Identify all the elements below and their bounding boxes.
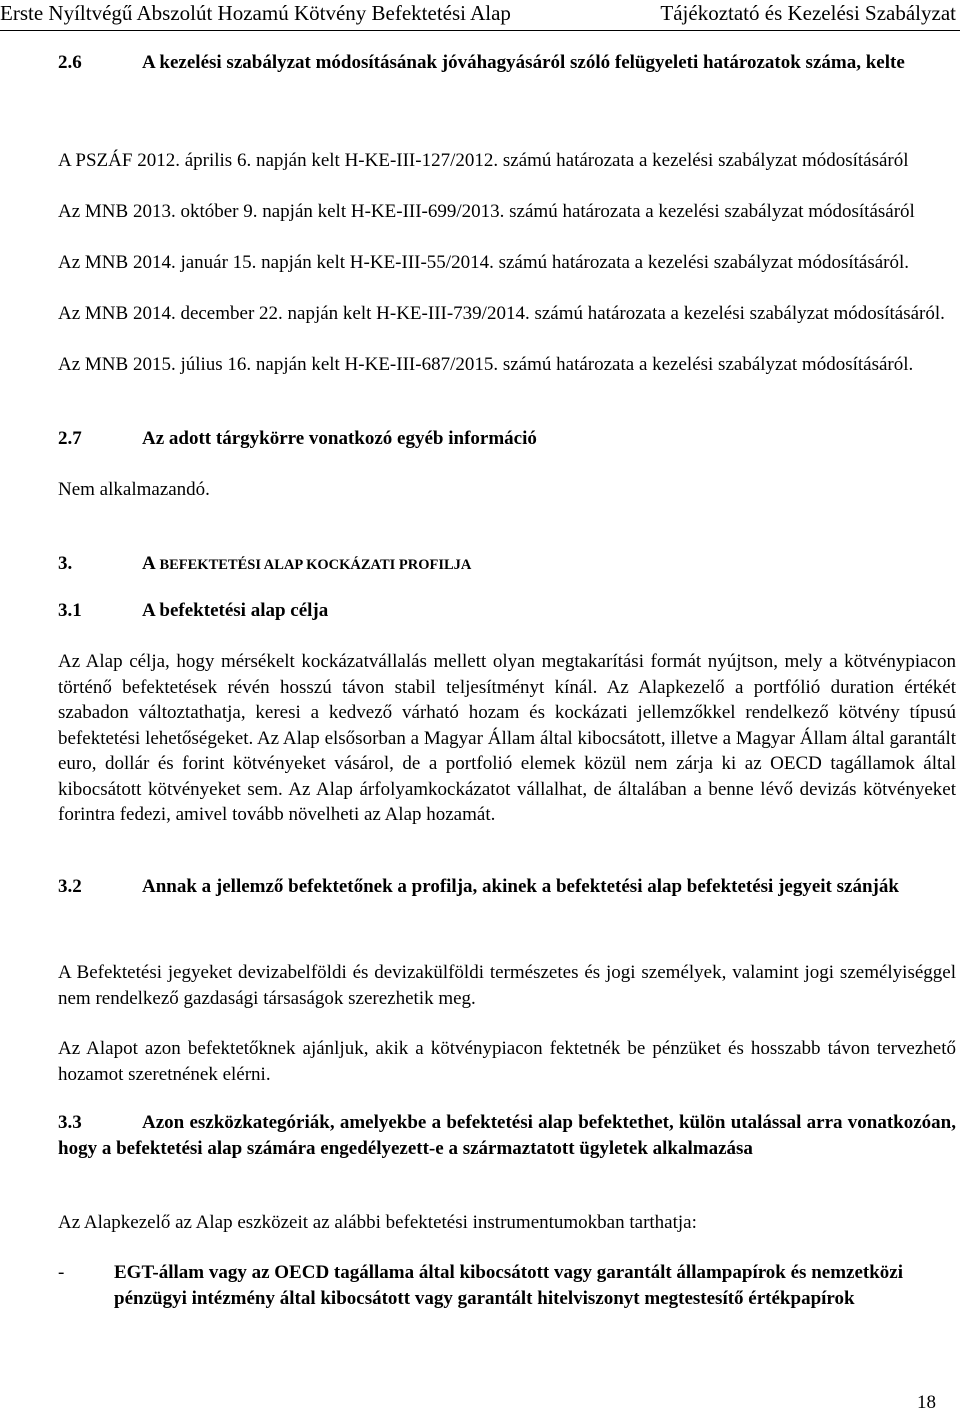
section-title: Annak a jellemző befektetőnek a profilja, akinek a befektetési alap befektetési jegyeit szánják xyxy=(142,876,899,897)
section-number: 2.6 xyxy=(58,52,82,73)
bullet-text: EGT-állam vagy az OECD tagállama által kibocsátott vagy garantált állampapírok és nemzetközi pénzügyi intézmény által kibocsátott vagy garantált hitelviszonyt megtestesítő értékpapírok xyxy=(114,1262,904,1309)
section-2-7-heading xyxy=(58,426,956,452)
section-3-3-heading xyxy=(58,1110,956,1161)
decision-5: Az MNB 2015. július 16. napján kelt H-KE-III-687/2015. számú határozata a kezelési szabályzat módosításáról. xyxy=(58,354,914,375)
section-3-2-paragraph-2: Az Alapot azon befektetőknek ajánljuk, akik a kötvénypiacon fektetnék be pénzüket és hosszabb távon tervezhető hozamot szeretnének elérni. xyxy=(58,1038,956,1085)
decision-4: Az MNB 2014. december 22. napján kelt H-KE-III-739/2014. számú határozata a kezelési szabályzat módosításáról. xyxy=(58,303,945,324)
section-title: A befektetési alap célja xyxy=(142,600,329,621)
decision-1: A PSZÁF 2012. április 6. napján kelt H-KE-III-127/2012. számú határozata a kezelési szabályzat módosításáról xyxy=(58,150,909,171)
bullet-dash: - xyxy=(58,1262,65,1283)
chapter-title-initial: A xyxy=(142,553,155,574)
section-2-6-heading xyxy=(58,50,956,76)
chapter-number: 3. xyxy=(58,553,73,574)
section-number: 3.3 xyxy=(58,1112,82,1133)
section-3-2-heading xyxy=(58,874,956,900)
section-3-2-paragraph-1: A Befektetési jegyeket devizabelföldi és devizakülföldi természetes és jogi személyek, valamint jogi személyiséggel nem rendelkező gazdasági társaságok szerezhetik meg. xyxy=(58,962,956,1009)
header-fund-name: Erste Nyíltvégű Abszolút Hozamú Kötvény Befektetési Alap xyxy=(0,1,511,25)
section-2-7-body: Nem alkalmazandó. xyxy=(58,479,210,500)
section-number: 2.7 xyxy=(58,428,82,449)
section-number: 3.2 xyxy=(58,876,82,897)
decision-2: Az MNB 2013. október 9. napján kelt H-KE-III-699/2013. számú határozata a kezelési szabályzat módosításáról xyxy=(58,201,915,222)
section-number: 3.1 xyxy=(58,600,82,621)
page-number: 18 xyxy=(917,1392,936,1413)
section-3-1-body: Az Alap célja, hogy mérsékelt kockázatvállalás mellett olyan megtakarítási formát nyújtson, mely a kötvénypiacon történő befektetések révén hosszú távon stabil teljesítményt kínál. Az Alapkezelő a portfólió duration értékét szabadon változtathatja, keresi a kedvező várható hozam és kockázati jellemzőkkel rendelkező kötvény típusú befektetési lehetőségeket. Az Alap elsősorban a Magyar Állam által kibocsátott, illetve a Magyar Állam által garantált euro, dollár és forint kötvényeket vásárol, de a portfolió elemek közül nem zárja ki az OECD tagállamok által kibocsátott kötvényeket sem. Az Alap árfolyamkockázatot vállalhat, de általában a benne lévő devizás kötvényeket forintra fedezi, amivel tovább növelheti az Alap hozamát. xyxy=(58,651,956,825)
section-3-1-heading xyxy=(58,598,956,624)
chapter-3-heading xyxy=(58,551,956,579)
section-title: Azon eszközkategóriák, amelyekbe a befektetési alap befektethet, külön utalással arra vonatkozóan, hogy a befektetési alap számára engedélyezett-e a származtatott ügyletek alkalmazása xyxy=(58,1112,956,1159)
section-3-3-body: Az Alapkezelő az Alap eszközeit az alábbi befektetési instrumentumokban tarthatja: xyxy=(58,1212,697,1233)
section-title: Az adott tárgykörre vonatkozó egyéb információ xyxy=(142,428,537,449)
chapter-title-rest: BEFEKTETÉSI ALAP KOCKÁZATI PROFILJA xyxy=(159,557,472,573)
page-header xyxy=(0,0,960,31)
header-doc-title: Tájékoztató és Kezelési Szabályzat xyxy=(660,1,956,25)
decision-3: Az MNB 2014. január 15. napján kelt H-KE-III-55/2014. számú határozata a kezelési szabályzat módosításáról. xyxy=(58,252,910,273)
section-title: A kezelési szabályzat módosításának jóváhagyásáról szóló felügyeleti határozatok száma, kelte xyxy=(142,52,905,73)
